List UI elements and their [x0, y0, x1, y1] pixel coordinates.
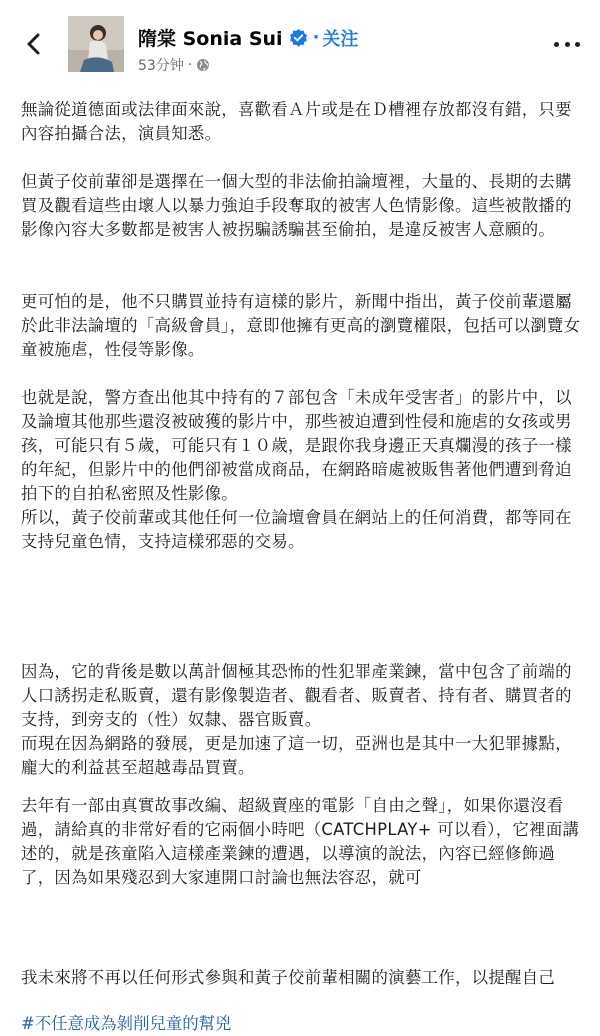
- more-horizontal-icon: [554, 42, 559, 47]
- chevron-left-icon: [23, 33, 45, 55]
- post-paragraph-2: [21, 170, 581, 242]
- post-paragraph-6: [21, 660, 581, 780]
- follow-button[interactable]: 关注: [322, 28, 359, 50]
- verified-badge-icon: [289, 28, 308, 47]
- paragraph-text: 所以，黃子佼前輩或其他任何一位論壇會員在網站上的任何消費，都等同在支持兒童色情，支持這樣邪惡的交易。: [21, 508, 572, 551]
- paragraph-text: 但黃子佼前輩卻是選擇在一個大型的非法偷拍論壇裡，大量的、長期的去購買及觀看這些由壞人以暴力強迫手段奪取的被害人色情影像。這些被散播的影像內容大多數都是被害人被拐騙誘騙甚至偷拍，是違反被害人意願的。: [21, 172, 572, 239]
- profile-name[interactable]: 隋棠 Sonia Sui: [138, 28, 283, 50]
- paragraph-text: 去年有一部由真實故事改編、超級賣座的電影「自由之聲」，如果你還沒看過，請給真的非常好看的它兩個小時吧（CATCHPLAY+ 可以看），它裡面講述的，就是孩童陷入這樣產業鍊的遭遇，以導演的說法，內容已經修飾過了，因為如果殘忍到大家連開口討論也無法容忍，就可: [21, 796, 580, 887]
- paragraph-text: 因為，它的背後是數以萬計個極其恐怖的性犯罪產業鍊，當中包含了前端的人口誘拐走私販賣，還有影像製造者、觀看者、販賣者、持有者、購買者的支持，到旁支的（性）奴隸、器官販賣。: [21, 662, 572, 729]
- post-meta: [138, 55, 210, 75]
- globe-icon: [196, 58, 210, 72]
- post-paragraph-4: [21, 386, 581, 506]
- avatar-photo: [68, 16, 124, 72]
- post-paragraph-8: [21, 966, 581, 990]
- post-paragraph-1: [21, 98, 581, 146]
- hashtag-link[interactable]: #不任意成為剝削兒童的幫兇: [21, 1014, 232, 1033]
- post-paragraph-3: [21, 290, 581, 362]
- post-paragraph-5: [21, 506, 581, 554]
- post-paragraph-7: [21, 794, 581, 887]
- avatar[interactable]: [68, 16, 124, 72]
- paragraph-text: 我未來將不再以任何形式參與和黃子佼前輩相關的演藝工作，以提醒自己: [21, 968, 556, 987]
- paragraph-text: 更可怕的是，他不只購買並持有這樣的影片，新聞中指出，黃子佼前輩還屬於此非法論壇的「高級會員」，意即他擁有更高的瀏覽權限，包括可以瀏覽女童被施虐，性侵等影像。: [21, 292, 581, 359]
- back-button[interactable]: [18, 28, 50, 60]
- post-header: [0, 0, 600, 88]
- meta-separator: ·: [187, 57, 193, 73]
- paragraph-text: 也就是說，警方查出他其中持有的７部包含「未成年受害者」的影片中，以及論壇其他那些還沒被破獲的影片中，那些被迫遭到性侵和施虐的女孩或男孩，可能只有５歲，可能只有１０歲，是跟你我身邊正天真爛漫的孩子一樣的年紀，但影片中的他們卻被當成商品，在網路暗處被販售著他們遭到脅迫拍下的自拍私密照及性影像。: [21, 388, 572, 503]
- paragraph-text: 無論從道德面或法律面來說，喜歡看Ａ片或是在Ｄ槽裡存放都沒有錯，只要內容拍攝合法，演員知悉。: [21, 100, 572, 143]
- name-row: [138, 24, 358, 51]
- more-options-button[interactable]: [554, 34, 580, 54]
- post-timestamp[interactable]: 53分钟: [138, 58, 184, 74]
- name-separator: ·: [312, 27, 320, 48]
- paragraph-text: 而現在因為網路的發展，更是加速了這一切，亞洲也是其中一大犯罪據點，龐大的利益甚至超越毒品買賣。: [21, 734, 572, 777]
